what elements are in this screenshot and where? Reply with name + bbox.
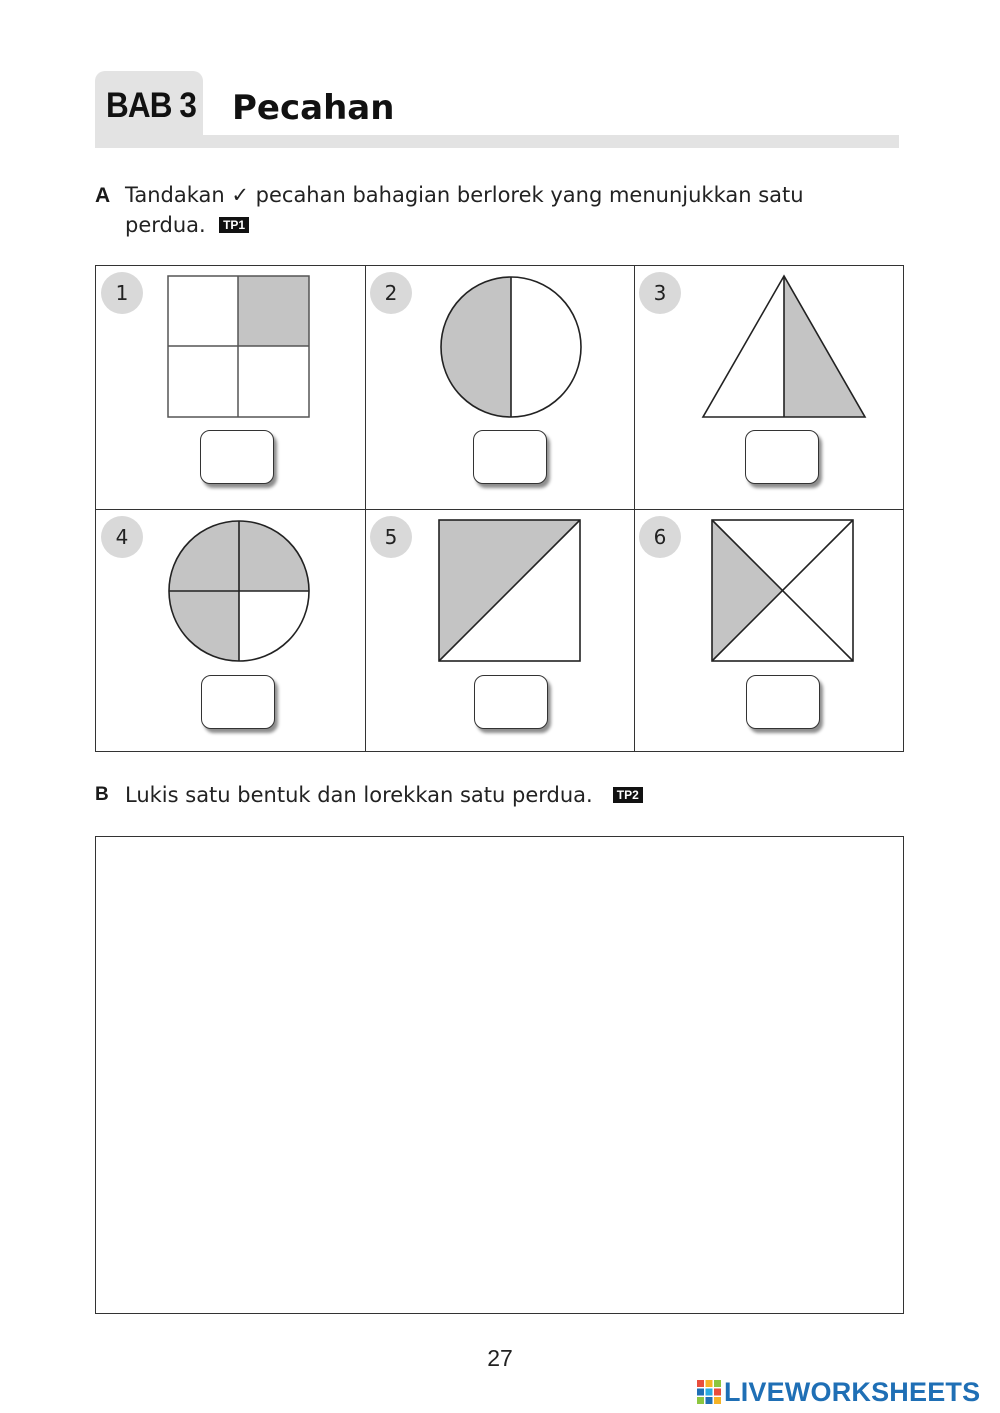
section-a-instruction-line2-text: perdua.	[125, 213, 206, 237]
question-number-2: 2	[370, 272, 412, 314]
answer-box-3[interactable]	[745, 430, 819, 484]
section-b-letter: B	[95, 784, 109, 805]
tp1-badge: TP1	[219, 217, 249, 233]
drawing-area[interactable]	[95, 836, 904, 1314]
answer-box-1[interactable]	[200, 430, 274, 484]
question-number-3: 3	[639, 272, 681, 314]
section-a-letter: A	[95, 184, 111, 207]
question-number-6: 6	[639, 516, 681, 558]
circle-half-shaded-shape	[439, 275, 583, 419]
answer-box-4[interactable]	[201, 675, 275, 729]
question-grid	[95, 265, 904, 752]
page-number: 27	[487, 1345, 513, 1371]
square-quarter-shaded-shape	[167, 275, 311, 419]
chapter-title: Pecahan	[232, 88, 395, 128]
square-diagonal-half-shaded-shape	[438, 519, 582, 663]
tp2-badge: TP2	[613, 787, 643, 803]
section-a-instruction-line1: Tandakan ✓ pecahan bahagian berlorek yang menunjukkan satu	[125, 183, 804, 207]
answer-box-2[interactable]	[473, 430, 547, 484]
answer-box-6[interactable]	[746, 675, 820, 729]
triangle-half-shaded-shape	[701, 275, 867, 419]
section-b-instruction	[125, 780, 643, 810]
question-number-1: 1	[101, 272, 143, 314]
chapter-label: BAB 3	[106, 86, 197, 125]
answer-box-5[interactable]	[474, 675, 548, 729]
square-x-quarter-shaded-shape	[711, 519, 855, 663]
question-number-5: 5	[370, 516, 412, 558]
liveworksheets-logo-icon	[697, 1380, 721, 1404]
circle-three-quarters-shaded-shape	[167, 519, 311, 663]
liveworksheets-watermark	[697, 1378, 980, 1406]
grid-divider	[96, 509, 903, 510]
watermark-text: LIVEWORKSHEETS	[724, 1376, 981, 1407]
section-a-instruction-line2	[125, 210, 900, 240]
section-a-instruction	[125, 180, 900, 240]
header-band	[95, 135, 899, 148]
question-number-4: 4	[101, 516, 143, 558]
section-b-instruction-text: Lukis satu bentuk dan lorekkan satu perdua.	[125, 783, 593, 807]
